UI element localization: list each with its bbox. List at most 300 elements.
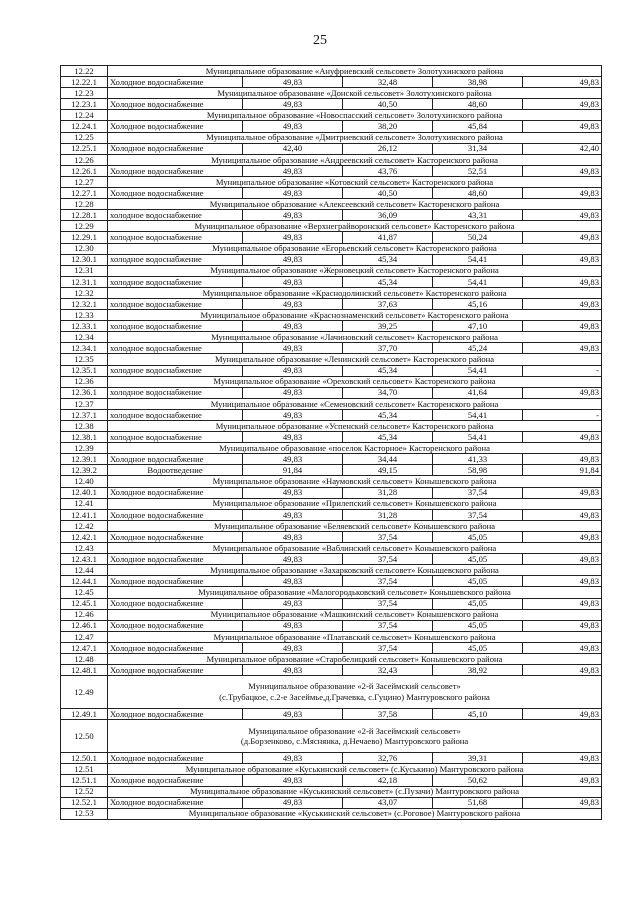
section-code: 12.23 [61, 88, 108, 99]
service-name: холодное водоснабжение [108, 365, 243, 376]
value-col-2: 49,15 [343, 465, 433, 476]
value-col-4: 49,83 [523, 298, 602, 309]
value-col-3: 45,84 [433, 121, 523, 132]
value-col-4: 49,83 [523, 165, 602, 176]
section-header-row [61, 520, 602, 531]
service-name: холодное водоснабжение [108, 343, 243, 354]
service-name: Холодное водоснабжение [108, 598, 243, 609]
service-name: Холодное водоснабжение [108, 143, 243, 154]
section-header-row [61, 176, 602, 187]
value-col-4: 49,83 [523, 576, 602, 587]
service-name: Холодное водоснабжение [108, 99, 243, 110]
section-title-line: Муниципальное образование «Ореховский сельсовет» Касторенского района [213, 376, 496, 387]
section-code: 12.42 [61, 520, 108, 531]
value-col-4: 49,83 [523, 487, 602, 498]
tariff-row [61, 165, 602, 176]
value-col-1: 49,83 [243, 432, 343, 443]
tariff-row [61, 365, 602, 376]
value-col-2: 40,50 [343, 188, 433, 199]
value-col-1: 49,83 [243, 232, 343, 243]
value-col-2: 37,63 [343, 298, 433, 309]
section-title-line: Муниципальное образование «Новоспасский сельсовет» Золотухинского района [206, 110, 503, 121]
section-code: 12.52 [61, 786, 108, 797]
value-col-3: 43,31 [433, 210, 523, 221]
value-col-3: 54,41 [433, 276, 523, 287]
value-col-2: 37,54 [343, 554, 433, 565]
value-col-3: 45,16 [433, 298, 523, 309]
tariff-row [61, 487, 602, 498]
value-col-4: 49,83 [523, 709, 602, 720]
value-col-1: 49,83 [243, 276, 343, 287]
value-col-2: 41,87 [343, 232, 433, 243]
section-title [108, 421, 602, 432]
row-code: 12.27.1 [61, 188, 108, 199]
section-code: 12.39 [61, 443, 108, 454]
row-code: 12.37.1 [61, 409, 108, 420]
section-title-line: (с.Трубацкое, с.2-е Засеймье,д.Грачевка, с.Гуцино) Мантуровского района [219, 692, 490, 703]
value-col-2: 37,54 [343, 531, 433, 542]
section-header-row [61, 498, 602, 509]
service-name: Холодное водоснабжение [108, 797, 243, 808]
row-code: 12.38.1 [61, 432, 108, 443]
row-code: 12.43.1 [61, 554, 108, 565]
section-title [108, 354, 602, 365]
tariff-row [61, 642, 602, 653]
value-col-2: 37,58 [343, 709, 433, 720]
tariff-row [61, 77, 602, 88]
section-header-row [61, 110, 602, 121]
section-title-line: Муниципальное образование «Малогородьковский сельсовет» Конышевского района [198, 587, 511, 598]
row-code: 12.28.1 [61, 210, 108, 221]
value-col-4: 49,83 [523, 753, 602, 764]
tariff-row [61, 554, 602, 565]
value-col-2: 32,76 [343, 753, 433, 764]
section-header-row [61, 243, 602, 254]
tariff-row [61, 121, 602, 132]
section-header-row [61, 808, 602, 819]
tariff-table-body [61, 66, 602, 820]
tariff-row [61, 620, 602, 631]
tariff-row [61, 432, 602, 443]
value-col-2: 31,28 [343, 509, 433, 520]
row-code: 12.24.1 [61, 121, 108, 132]
section-title [108, 199, 602, 210]
section-header-row [61, 764, 602, 775]
value-col-4: 91,84 [523, 465, 602, 476]
section-title-line: Муниципальное образование «Верхнеграйворонский сельсовет» Касторенского района [194, 221, 515, 232]
value-col-3: 54,41 [433, 432, 523, 443]
value-col-1: 49,83 [243, 210, 343, 221]
row-code: 12.29.1 [61, 232, 108, 243]
value-col-4: 49,83 [523, 642, 602, 653]
section-header-row [61, 398, 602, 409]
section-title [108, 376, 602, 387]
value-col-3: 54,41 [433, 409, 523, 420]
value-col-3: 45,05 [433, 554, 523, 565]
service-name: холодное водоснабжение [108, 254, 243, 265]
value-col-4: 49,83 [523, 343, 602, 354]
section-title [108, 498, 602, 509]
value-col-4: 49,83 [523, 99, 602, 110]
row-code: 12.40.1 [61, 487, 108, 498]
section-code: 12.53 [61, 808, 108, 819]
section-header-row [61, 587, 602, 598]
value-col-2: 31,28 [343, 487, 433, 498]
value-col-4: - [523, 365, 602, 376]
value-col-3: 41,33 [433, 454, 523, 465]
section-header-row [61, 786, 602, 797]
section-code: 12.31 [61, 265, 108, 276]
section-title [108, 543, 602, 554]
value-col-3: 54,41 [433, 365, 523, 376]
section-header-row [61, 132, 602, 143]
section-code: 12.40 [61, 476, 108, 487]
value-col-1: 49,83 [243, 365, 343, 376]
section-header-row [61, 88, 602, 99]
service-name: холодное водоснабжение [108, 232, 243, 243]
service-name: Водоотведение [108, 465, 243, 476]
section-header-row [61, 720, 602, 753]
tariff-row [61, 509, 602, 520]
page-number: 25 [313, 33, 327, 48]
section-code: 12.36 [61, 376, 108, 387]
service-name: Холодное водоснабжение [108, 554, 243, 565]
section-title-line: Муниципальное образование «Егорьевский сельсовет» Касторенского района [212, 243, 497, 254]
section-title [108, 653, 602, 664]
value-col-4: 49,83 [523, 454, 602, 465]
value-col-1: 49,83 [243, 343, 343, 354]
value-col-1: 49,83 [243, 642, 343, 653]
row-code: 12.36.1 [61, 387, 108, 398]
value-col-4: - [523, 409, 602, 420]
tariff-table [60, 65, 602, 820]
tariff-row [61, 210, 602, 221]
row-code: 12.35.1 [61, 365, 108, 376]
value-col-1: 49,83 [243, 665, 343, 676]
section-code: 12.43 [61, 543, 108, 554]
section-header-row [61, 443, 602, 454]
section-code: 12.51 [61, 764, 108, 775]
tariff-row [61, 254, 602, 265]
value-col-4: 49,83 [523, 210, 602, 221]
section-title-line: Муниципальное образование «Дмитриевский сельсовет» Золотухинского района [206, 132, 503, 143]
value-col-1: 49,83 [243, 298, 343, 309]
service-name: холодное водоснабжение [108, 210, 243, 221]
tariff-row [61, 143, 602, 154]
value-col-1: 49,83 [243, 121, 343, 132]
section-header-row [61, 609, 602, 620]
section-code: 12.25 [61, 132, 108, 143]
row-code: 12.48.1 [61, 665, 108, 676]
section-title-line: Муниципальное образование «2-й Засеймский сельсовет» [248, 681, 461, 692]
value-col-1: 91,84 [243, 465, 343, 476]
row-code: 12.26.1 [61, 165, 108, 176]
row-code: 12.50.1 [61, 753, 108, 764]
service-name: холодное водоснабжение [108, 321, 243, 332]
value-col-1: 49,83 [243, 454, 343, 465]
section-code: 12.45 [61, 587, 108, 598]
value-col-2: 43,07 [343, 797, 433, 808]
value-col-2: 32,48 [343, 77, 433, 88]
value-col-1: 42,40 [243, 143, 343, 154]
tariff-row [61, 409, 602, 420]
section-code: 12.47 [61, 631, 108, 642]
row-code: 12.47.1 [61, 642, 108, 653]
row-code: 12.25.1 [61, 143, 108, 154]
value-col-2: 37,54 [343, 576, 433, 587]
tariff-row [61, 232, 602, 243]
row-code: 12.44.1 [61, 576, 108, 587]
value-col-3: 31,34 [433, 143, 523, 154]
value-col-3: 50,62 [433, 775, 523, 786]
section-header-row [61, 221, 602, 232]
section-title [108, 243, 602, 254]
value-col-4: 49,83 [523, 531, 602, 542]
section-title-line: Муниципальное образование «Куськинский сельсовет» (с.Пузачи) Мантуровского района [189, 786, 520, 797]
value-col-3: 38,92 [433, 665, 523, 676]
section-header-row [61, 332, 602, 343]
tariff-row [61, 709, 602, 720]
section-header-row [61, 543, 602, 554]
section-title [108, 443, 602, 454]
section-title [108, 587, 602, 598]
tariff-row [61, 343, 602, 354]
value-col-3: 45,24 [433, 343, 523, 354]
value-col-2: 37,54 [343, 598, 433, 609]
tariff-row [61, 797, 602, 808]
value-col-4: 49,83 [523, 276, 602, 287]
value-col-2: 38,20 [343, 121, 433, 132]
value-col-3: 45,10 [433, 709, 523, 720]
section-title [108, 808, 602, 819]
service-name: Холодное водоснабжение [108, 188, 243, 199]
value-col-3: 45,05 [433, 642, 523, 653]
section-title [108, 176, 602, 187]
service-name: холодное водоснабжение [108, 432, 243, 443]
section-code: 12.22 [61, 66, 108, 77]
section-header-row [61, 376, 602, 387]
section-title-line: Муниципальное образование «Ленинский сельсовет» Касторенского района [214, 354, 495, 365]
service-name: Холодное водоснабжение [108, 509, 243, 520]
section-header-row [61, 354, 602, 365]
section-code: 12.28 [61, 199, 108, 210]
section-code: 12.38 [61, 421, 108, 432]
value-col-1: 49,83 [243, 321, 343, 332]
section-title-line: Муниципальное образование «Краснознаменский сельсовет» Касторенского района [200, 309, 509, 320]
section-code: 12.24 [61, 110, 108, 121]
value-col-4: 49,83 [523, 77, 602, 88]
service-name: Холодное водоснабжение [108, 709, 243, 720]
section-title [108, 132, 602, 143]
section-title [108, 520, 602, 531]
row-code: 12.39.2 [61, 465, 108, 476]
tariff-row [61, 387, 602, 398]
section-header-row [61, 421, 602, 432]
section-title-line: Муниципальное образование «Ваблинский сельсовет» Конышевского района [212, 542, 497, 553]
value-col-1: 49,83 [243, 797, 343, 808]
value-col-4: 49,83 [523, 121, 602, 132]
value-col-2: 34,70 [343, 387, 433, 398]
section-title-line: Муниципальное образование «Алексеевский сельсовет» Касторенского района [209, 198, 500, 209]
service-name: Холодное водоснабжение [108, 77, 243, 88]
value-col-2: 45,34 [343, 254, 433, 265]
value-col-4: 49,83 [523, 232, 602, 243]
value-col-2: 36,09 [343, 210, 433, 221]
tariff-row [61, 188, 602, 199]
section-title-line: Муниципальное образование «Лачиновский сельсовет» Касторенского района [211, 332, 498, 342]
value-col-3: 52,51 [433, 165, 523, 176]
row-code: 12.49.1 [61, 709, 108, 720]
service-name: Холодное водоснабжение [108, 531, 243, 542]
section-title-line: Муниципальное образование «Платавский сельсовет» Конышевского района [213, 631, 496, 642]
value-col-1: 49,83 [243, 576, 343, 587]
section-header-row [61, 154, 602, 165]
section-title [108, 565, 602, 576]
row-code: 12.51.1 [61, 775, 108, 786]
section-code: 12.49 [61, 676, 108, 709]
section-code: 12.34 [61, 332, 108, 343]
section-header-row [61, 676, 602, 709]
service-name: Холодное водоснабжение [108, 121, 243, 132]
service-name: Холодное водоснабжение [108, 665, 243, 676]
value-col-3: 51,68 [433, 797, 523, 808]
row-code: 12.52.1 [61, 797, 108, 808]
section-title-line: Муниципальное образование «Донской сельсовет» Золотухинского района [217, 87, 492, 98]
value-col-4: 49,83 [523, 254, 602, 265]
value-col-1: 49,83 [243, 188, 343, 199]
row-code: 12.22.1 [61, 77, 108, 88]
row-code: 12.45.1 [61, 598, 108, 609]
value-col-1: 49,83 [243, 387, 343, 398]
value-col-2: 37,54 [343, 620, 433, 631]
value-col-2: 42,18 [343, 775, 433, 786]
value-col-4: 49,83 [523, 665, 602, 676]
service-name: Холодное водоснабжение [108, 487, 243, 498]
row-code: 12.31.1 [61, 276, 108, 287]
service-name: Холодное водоснабжение [108, 642, 243, 653]
value-col-3: 45,05 [433, 531, 523, 542]
section-code: 12.46 [61, 609, 108, 620]
tariff-row [61, 576, 602, 587]
service-name: холодное водоснабжение [108, 409, 243, 420]
row-code: 12.39.1 [61, 454, 108, 465]
section-header-row [61, 476, 602, 487]
section-title-line: Муниципальное образование «Ануфриевский сельсовет» Золотухинского района [205, 65, 504, 76]
value-col-1: 49,83 [243, 775, 343, 786]
value-col-3: 45,05 [433, 598, 523, 609]
section-code: 12.26 [61, 154, 108, 165]
tariff-row [61, 753, 602, 764]
value-col-2: 43,76 [343, 165, 433, 176]
value-col-2: 34,44 [343, 454, 433, 465]
section-title-line: Муниципальное образование «Семеновский сельсовет» Касторенского района [210, 398, 499, 409]
section-title-line: Муниципальное образование «Андреевский сельсовет» Касторенского района [211, 154, 498, 165]
value-col-4: 49,83 [523, 321, 602, 332]
value-col-2: 26,12 [343, 143, 433, 154]
service-name: Холодное водоснабжение [108, 753, 243, 764]
value-col-4: 49,83 [523, 509, 602, 520]
row-code: 12.34.1 [61, 343, 108, 354]
tariff-row [61, 276, 602, 287]
service-name: холодное водоснабжение [108, 387, 243, 398]
value-col-4: 49,83 [523, 797, 602, 808]
value-col-1: 49,83 [243, 554, 343, 565]
tariff-row [61, 665, 602, 676]
row-code: 12.23.1 [61, 99, 108, 110]
section-code: 12.30 [61, 243, 108, 254]
value-col-1: 49,83 [243, 254, 343, 265]
value-col-3: 48,60 [433, 99, 523, 110]
section-title [108, 476, 602, 487]
value-col-2: 39,25 [343, 321, 433, 332]
value-col-4: 49,83 [523, 387, 602, 398]
section-code: 12.33 [61, 310, 108, 321]
section-title-line: Муниципальное образование «Котовский сельсовет» Касторенского района [215, 176, 494, 187]
section-title-line: Муниципальное образование «поселок Касторное» Касторенского района [219, 442, 490, 453]
section-code: 12.44 [61, 565, 108, 576]
value-col-3: 47,10 [433, 321, 523, 332]
section-code: 12.35 [61, 354, 108, 365]
value-col-3: 37,54 [433, 487, 523, 498]
value-col-1: 49,83 [243, 487, 343, 498]
value-col-4: 49,83 [523, 775, 602, 786]
service-name: Холодное водоснабжение [108, 454, 243, 465]
service-name: холодное водоснабжение [108, 298, 243, 309]
section-title [108, 110, 602, 121]
section-title [108, 310, 602, 321]
section-header-row [61, 66, 602, 77]
section-code: 12.41 [61, 498, 108, 509]
section-title-line: Муниципальное образование «Куськинский сельсовет» (с.Роговое) Мантуровского района [188, 808, 521, 819]
section-title [108, 764, 602, 775]
value-col-3: 45,05 [433, 620, 523, 631]
section-title [108, 398, 602, 409]
value-col-3: 37,54 [433, 509, 523, 520]
service-name: Холодное водоснабжение [108, 620, 243, 631]
row-code: 12.33.1 [61, 321, 108, 332]
value-col-2: 45,34 [343, 276, 433, 287]
section-title [108, 609, 602, 620]
section-code: 12.37 [61, 398, 108, 409]
value-col-2: 40,50 [343, 99, 433, 110]
row-code: 12.30.1 [61, 254, 108, 265]
section-title [108, 265, 602, 276]
section-title-line: (д.Борзенково, с.Мяснянка, д.Нечаево) Мантуровского района [240, 736, 469, 747]
section-title [108, 154, 602, 165]
section-title-line: Муниципальное образование «2-й Засеймский сельсовет» [248, 725, 461, 736]
tariff-row [61, 454, 602, 465]
row-code: 12.32.1 [61, 298, 108, 309]
service-name: Холодное водоснабжение [108, 165, 243, 176]
section-title-line: Муниципальное образование «Краснодолинский сельсовет» Касторенского района [202, 287, 507, 298]
tariff-row [61, 465, 602, 476]
service-name: Холодное водоснабжение [108, 576, 243, 587]
section-title-line: Муниципальное образование «Успенский сельсовет» Касторенского района [215, 420, 494, 431]
section-title-line: Муниципальное образование «Куськинский сельсовет» (с.Куськино) Мантуровского района [185, 764, 524, 775]
section-title-line: Муниципальное образование «Беляевский сельсовет» Конышевского района [213, 520, 496, 531]
section-title [108, 786, 602, 797]
value-col-2: 37,70 [343, 343, 433, 354]
value-col-2: 45,34 [343, 409, 433, 420]
value-col-1: 49,83 [243, 165, 343, 176]
section-code: 12.50 [61, 720, 108, 753]
section-title [108, 221, 602, 232]
section-title [108, 631, 602, 642]
value-col-3: 50,24 [433, 232, 523, 243]
value-col-3: 48,60 [433, 188, 523, 199]
value-col-4: 49,83 [523, 620, 602, 631]
value-col-1: 49,83 [243, 99, 343, 110]
